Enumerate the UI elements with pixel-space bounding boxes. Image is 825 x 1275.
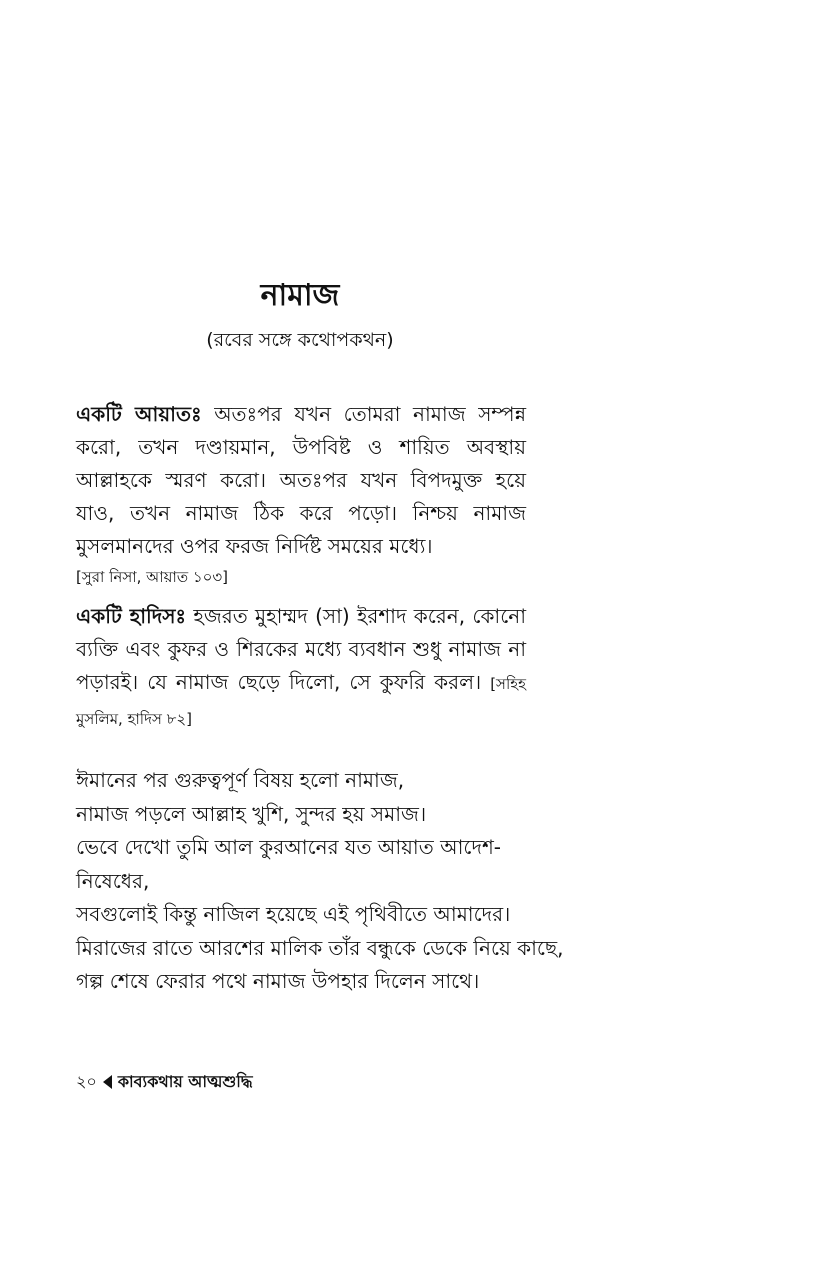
page-number: ২০ [76,1072,97,1091]
page-title: নামাজ [260,278,340,313]
hadis-reference: [সহিহ মুসলিম, হাদিস ৮২] [76,675,527,728]
book-title: কাব্যকথায় আত্মশুদ্ধি [117,1072,253,1091]
hadis-paragraph [76,600,526,736]
page-subtitle: (রবের সঙ্গে কথোপকথন) [206,329,394,351]
ayat-reference: [সুরা নিসা, আয়াত ১০৩] [76,568,228,586]
poem-line: ঈমানের পর গুরুত্বপূর্ণ বিষয় হলো নামাজ, [76,768,405,792]
poem [76,764,564,999]
page-footer [76,1070,253,1094]
poem-line: মিরাজের রাতে আরশের মালিক তাঁর বন্ধুকে ডেকে নিয়ে কাছে, [76,935,564,960]
hadis-text: হজরত মুহাম্মদ (সা) ইরশাদ করেন, কোনো ব্যক্তি এবং কুফর ও শিরকের মধ্যে ব্যবধান শুধু নামাজ না পড়ারই। যে নামাজ ছেড়ে দিলো, সে কুফরি করল। [76,604,527,694]
ayat-label: একটি আয়াতঃ [76,402,202,426]
hadis-label: একটি হাদিসঃ [76,604,187,628]
poem-line: নামাজ পড়লে আল্লাহ খুশি, সুন্দর হয় সমাজ। [76,801,427,826]
left-arrow-icon [103,1075,112,1089]
ayat-text: অতঃপর যখন তোমরা নামাজ সম্পন্ন করো, তখন দণ্ডায়মান, উপবিষ্ট ও শায়িত অবস্থায় আল্লাহকে স্মরণ করো। অতঃপর যখন বিপদমুক্ত হয়ে যাও, তখন নামাজ ঠিক করে পড়ো। নিশ্চয় নামাজ মুসলমানদের ওপর ফরজ নির্দিষ্ট সময়ের মধ্যে। [76,402,526,558]
poem-line: গল্প শেষে ফেরার পথে নামাজ উপহার দিলেন সাথে। [76,969,480,993]
poem-line: সবগুলোই কিন্তু নাজিল হয়েছে এই পৃথিবীতে আমাদের। [76,902,511,926]
ayat-paragraph [76,398,526,563]
poem-line: ভেবে দেখো তুমি আল কুরআনের যত আয়াত আদেশ-নিষেধের, [76,835,502,893]
